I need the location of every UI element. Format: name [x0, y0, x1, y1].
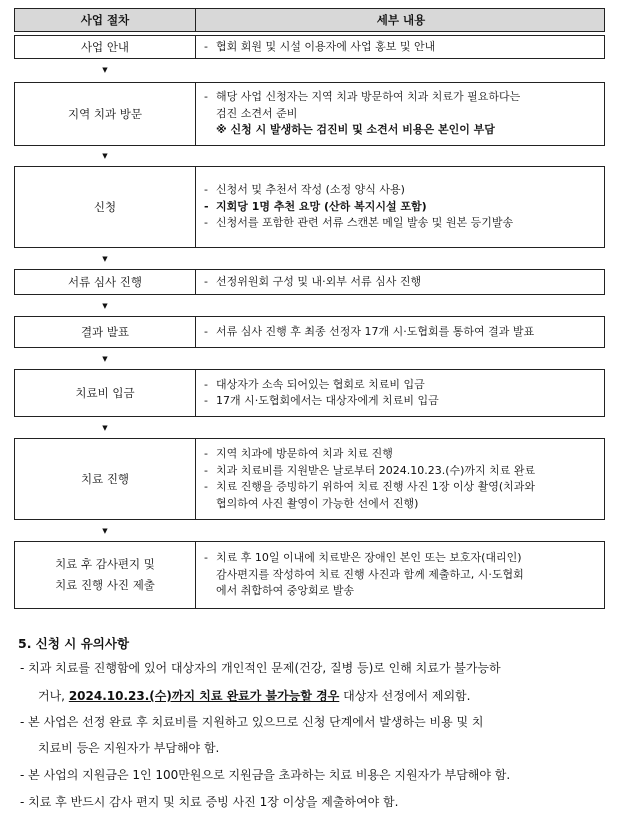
step-detail [196, 439, 604, 519]
table-row [14, 269, 605, 295]
dash: - [204, 377, 208, 391]
dash: - [204, 480, 208, 493]
dash: - [204, 199, 209, 213]
detail-line: 대상자가 소속 되어있는 협회로 치료비 입금 [216, 377, 425, 391]
flow-arrow-icon: ▼ [102, 66, 108, 74]
step-label: 결과 발표 [15, 317, 196, 347]
dash: - [204, 551, 208, 565]
step-detail [196, 83, 604, 145]
header-detail: 세부 내용 [376, 12, 426, 27]
step-label: 지역 치과 방문 [15, 83, 196, 145]
detail-line: 협의하여 사진 촬영이 가능한 선에서 진행) [216, 496, 419, 510]
table-header [14, 8, 605, 32]
step-label: 서류 심사 진행 [15, 270, 196, 294]
detail-line: 17개 시·도협회에서는 대상자에게 치료비 입금 [216, 394, 439, 407]
detail-line: 서류 심사 진행 후 최종 선정자 17개 시·도협회를 통하여 결과 발표 [216, 324, 535, 338]
table-row [14, 438, 605, 520]
detail-line: 협회 회원 및 시설 이용자에 사업 홍보 및 안내 [216, 39, 436, 53]
note-item [20, 765, 510, 785]
flow-arrow-icon: ▼ [102, 527, 108, 535]
detail-line: 치료 후 10일 이내에 치료받은 장애인 본인 또는 보호자(대리인) [216, 551, 522, 565]
step-detail [196, 542, 604, 608]
detail-line: 해당 사업 신청자는 지역 치과 방문하여 치과 치료가 필요하다는 [216, 90, 521, 104]
step-detail [196, 370, 604, 416]
dash: - [204, 274, 208, 288]
detail-line: 치과 치료비를 지원받은 날로부터 2024.10.23.(수)까지 치료 완료 [216, 463, 536, 477]
section-title: 5. 신청 시 유의사항 [18, 636, 130, 651]
flow-arrow-icon: ▼ [102, 302, 108, 310]
detail-line: 지회당 1명 추천 요망 (산하 복지시설 포함) [216, 199, 427, 213]
dash: - [204, 463, 208, 477]
step-detail [196, 167, 604, 247]
note-text: 본 사업의 지원금은 1인 100만원으로 지원금을 초과하는 치료 비용은 지원자가 부담해야 함. [28, 768, 511, 782]
dash: - [204, 39, 208, 53]
dash: - [204, 216, 208, 230]
note-emphasis: 2024.10.23.(수)까지 치료 완료가 불가능할 경우 [68, 689, 340, 703]
note-text: 치과 치료를 진행함에 있어 대상자의 개인적인 문제(건강, 질병 등)로 인해 치료가 불가능하 [28, 661, 501, 675]
flow-arrow-icon: ▼ [102, 355, 108, 363]
detail-line: 치료 진행을 증빙하기 위하여 치료 진행 사진 1장 이상 촬영(치과와 [216, 480, 536, 493]
table-row [14, 82, 605, 146]
table-row [14, 166, 605, 248]
dash: - [20, 715, 25, 729]
step-detail [196, 36, 604, 58]
step-label: 신청 [15, 167, 196, 247]
detail-line: 신청서를 포함한 관련 서류 스캔본 메일 발송 및 원본 등기발송 [216, 216, 514, 230]
table-row [14, 369, 605, 417]
detail-line: 선정위원회 구성 및 내·외부 서류 심사 진행 [216, 274, 422, 288]
step-detail [196, 270, 604, 294]
step-label-line: 치료 진행 사진 제출 [55, 578, 155, 592]
dash: - [20, 661, 25, 675]
detail-line: 에서 취합하여 중앙회로 발송 [216, 584, 355, 598]
note-item [20, 658, 501, 678]
dash: - [204, 183, 208, 197]
detail-line: 감사편지를 작성하여 치료 진행 사진과 함께 제출하고, 시·도협회 [216, 567, 524, 581]
detail-line: 신청서 및 추천서 작성 (소정 양식 사용) [216, 183, 405, 197]
header-step: 사업 절차 [15, 9, 196, 31]
step-label [15, 542, 196, 608]
table-row [14, 541, 605, 609]
table-row [14, 35, 605, 59]
dash: - [20, 795, 25, 809]
step-detail [196, 317, 604, 347]
step-label-line: 치료 후 감사편지 및 [55, 557, 155, 571]
flow-arrow-icon: ▼ [102, 255, 108, 263]
note-text: 대상자 선정에서 제외함. [339, 689, 471, 703]
flow-arrow-icon: ▼ [102, 152, 108, 160]
detail-line: 검진 소견서 준비 [216, 106, 298, 120]
note-text: 거나, [38, 689, 69, 703]
dash: - [204, 447, 208, 460]
note-item-cont [38, 686, 470, 706]
dash: - [204, 324, 208, 338]
dash: - [20, 768, 25, 782]
detail-note: ※ 신청 시 발생하는 검진비 및 소견서 비용은 본인이 부담 [216, 123, 495, 137]
table-row [14, 316, 605, 348]
note-item [20, 792, 398, 812]
flow-arrow-icon: ▼ [102, 424, 108, 432]
step-label: 치료 진행 [15, 439, 196, 519]
note-text: 본 사업은 선정 완료 후 치료비를 지원하고 있으므로 신청 단계에서 발생하는 비용 및 치 [28, 715, 484, 729]
note-text: 치료 후 반드시 감사 편지 및 치료 증빙 사진 1장 이상을 제출하여야 함. [28, 795, 399, 809]
step-label: 치료비 입금 [15, 370, 196, 416]
step-label: 사업 안내 [15, 36, 196, 58]
note-item-cont: 치료비 등은 지원자가 부담해야 함. [38, 741, 220, 755]
detail-line: 지역 치과에 방문하여 치과 치료 진행 [216, 447, 393, 460]
dash: - [204, 90, 208, 104]
note-item [20, 712, 483, 732]
dash: - [204, 394, 208, 407]
